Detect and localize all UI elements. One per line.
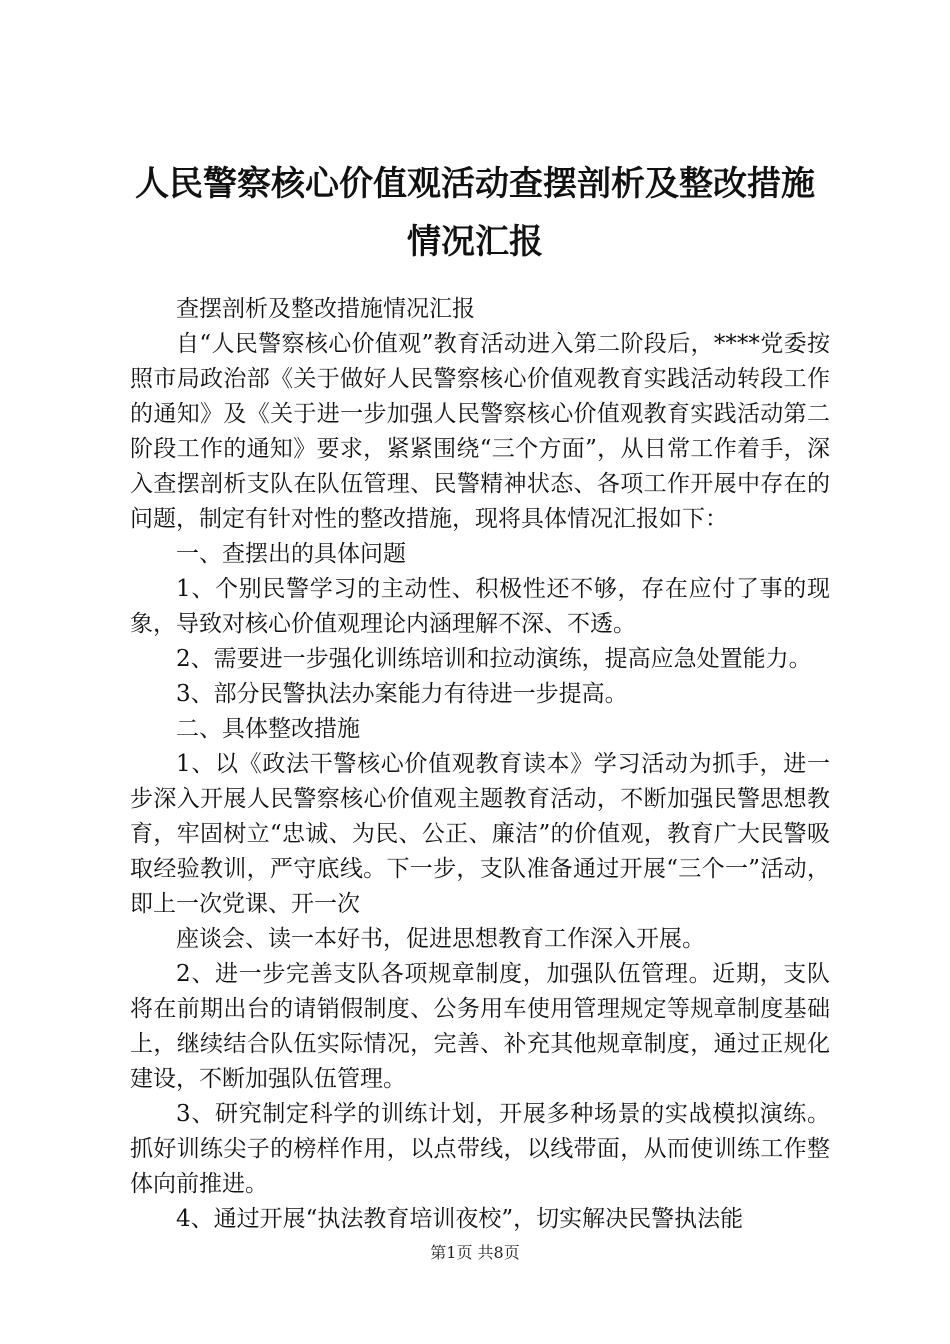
section-heading-measures: 二、具体整改措施 [176,716,360,742]
document-title-line-2: 情况汇报 [407,222,543,262]
section-heading-problems: 一、查摆出的具体问题 [176,541,406,567]
report-subtitle: 查摆剖析及整改措施情况汇报 [176,296,475,322]
measure-item-4: 4、通过开展“执法教育培训夜校”，切实解决民警执法能 [176,1206,744,1232]
page-footer: 第1页 共8页 [430,1243,520,1262]
document-title-line-1: 人民警察核心价值观活动查摆剖析及整改措施 [135,164,815,204]
problem-item-3: 3、部分民警执法办案能力有待进一步提高。 [176,681,628,707]
measure-item-1-continued: 座谈会、读一本好书，促进思想教育工作深入开展。 [176,926,705,952]
measure-item-2: 2、进一步完善支队各项规章制度，加强队伍管理。近期，支队将在前期出台的请销假制度、公务用车使用管理规定等规章制度基础上，继续结合队伍实际情况，完善、补充其他规章制度，通过正规化建设，不断加强队伍管理。 [130,961,830,1092]
problem-item-2: 2、需要进一步强化训练培训和拉动演练，提高应急处置能力。 [176,646,812,672]
intro-paragraph: 自“人民警察核心价值观”教育活动进入第二阶段后，****党委按照市局政治部《关于做好人民警察核心价值观教育实践活动转段工作的通知》及《关于进一步加强人民警察核心价值观教育实践活动第二阶段工作的通知》要求，紧紧围绕“三个方面”，从日常工作着手，深入查摆剖析支队在队伍管理、民警精神状态、各项工作开展中存在的问题，制定有针对性的整改措施，现将具体情况汇报如下： [130,331,830,532]
measure-item-3: 3、研究制定科学的训练计划，开展多种场景的实战模拟演练。抓好训练尖子的榜样作用，以点带线，以线带面，从而使训练工作整体向前推进。 [130,1101,830,1197]
document-body [130,292,830,1237]
problem-item-1: 1、个别民警学习的主动性、积极性还不够，存在应付了事的现象，导致对核心价值观理论内涵理解不深、不透。 [130,576,830,637]
measure-item-1: 1、以《政法干警核心价值观教育读本》学习活动为抓手，进一步深入开展人民警察核心价值观主题教育活动，不断加强民警思想教育，牢固树立“忠诚、为民、公正、廉洁”的价值观，教育广大民警吸取经验教训，严守底线。下一步，支队准备通过开展“三个一”活动，即上一次党课、开一次 [130,751,830,917]
